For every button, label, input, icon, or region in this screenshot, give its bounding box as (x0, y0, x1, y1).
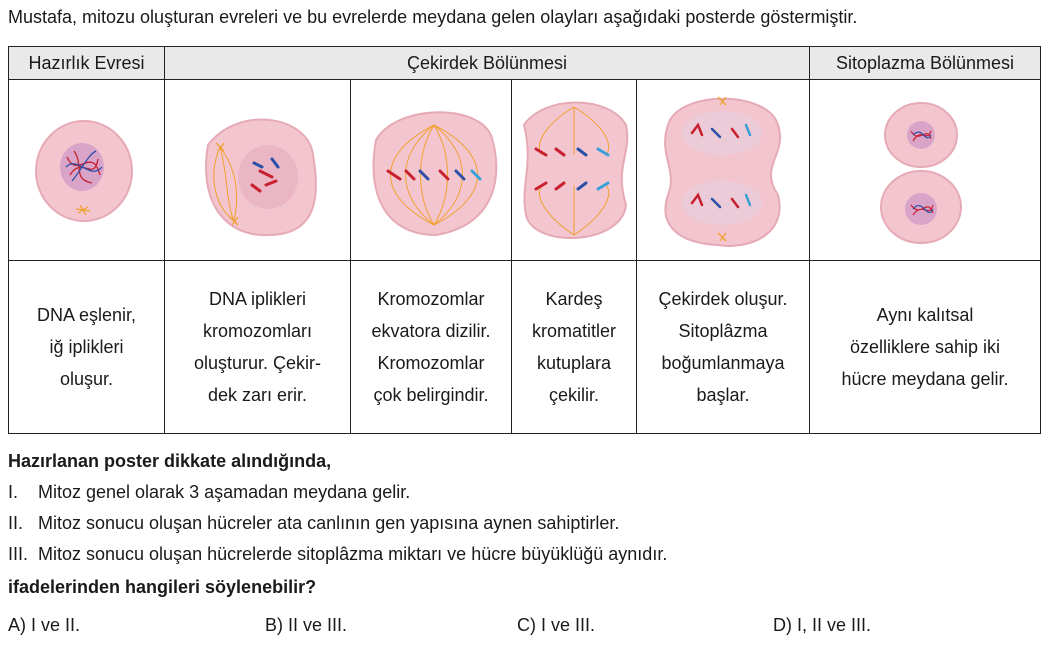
mitosis-poster (8, 46, 1041, 434)
desc-cytokinesis: Aynı kalıtsal özelliklere sahip iki hücre meydana gelir. (810, 261, 1041, 434)
desc-prophase: DNA iplikleri kromozomları oluşturur. Çekir- dek zarı erir. (165, 261, 351, 434)
cell-image-metaphase (351, 80, 512, 261)
option-c[interactable]: C) I ve III. (517, 615, 596, 635)
statement-2: II. Mitoz sonucu oluşan hücreler ata canlının gen yapısına aynen sahiptirler. (8, 513, 620, 533)
header-hazirlik: Hazırlık Evresi (9, 47, 165, 80)
desc-anaphase: Kardeş kromatitler kutuplara çekilir. (512, 261, 637, 434)
option-d[interactable]: D) I, II ve III. (773, 615, 872, 635)
cell-image-interphase (9, 80, 165, 261)
cell-image-anaphase (512, 80, 637, 261)
statement-1: I. Mitoz genel olarak 3 aşamadan meydana gelir. (8, 482, 411, 502)
cell-image-daughter-cells (810, 80, 1041, 261)
desc-telophase: Çekirdek oluşur. Sitoplâzma boğumlanmaya başlar. (637, 261, 810, 434)
option-b[interactable]: B) II ve III. (265, 615, 348, 635)
question-stem: Hazırlanan poster dikkate alındığında, (8, 451, 332, 471)
statement-3: III. Mitoz sonucu oluşan hücrelerde sitoplâzma miktarı ve hücre büyüklüğü aynıdır. (8, 544, 668, 564)
header-sitoplazma: Sitoplazma Bölünmesi (810, 47, 1041, 80)
desc-metaphase: Kromozomlar ekvatora dizilir. Kromozomlar çok belirgindir. (351, 261, 512, 434)
desc-interphase: DNA eşlenir, iğ iplikleri oluşur. (9, 261, 165, 434)
option-a[interactable]: A) I ve II. (8, 615, 81, 635)
cell-image-telophase (637, 80, 810, 261)
question-prompt: ifadelerinden hangileri söylenebilir? (8, 577, 317, 597)
header-cekirdek: Çekirdek Bölünmesi (165, 47, 810, 80)
intro-text: Mustafa, mitozu oluşturan evreleri ve bu evrelerde meydana gelen olayları aşağıdaki posterde göstermiştir. (8, 7, 858, 27)
cell-image-prophase (165, 80, 351, 261)
